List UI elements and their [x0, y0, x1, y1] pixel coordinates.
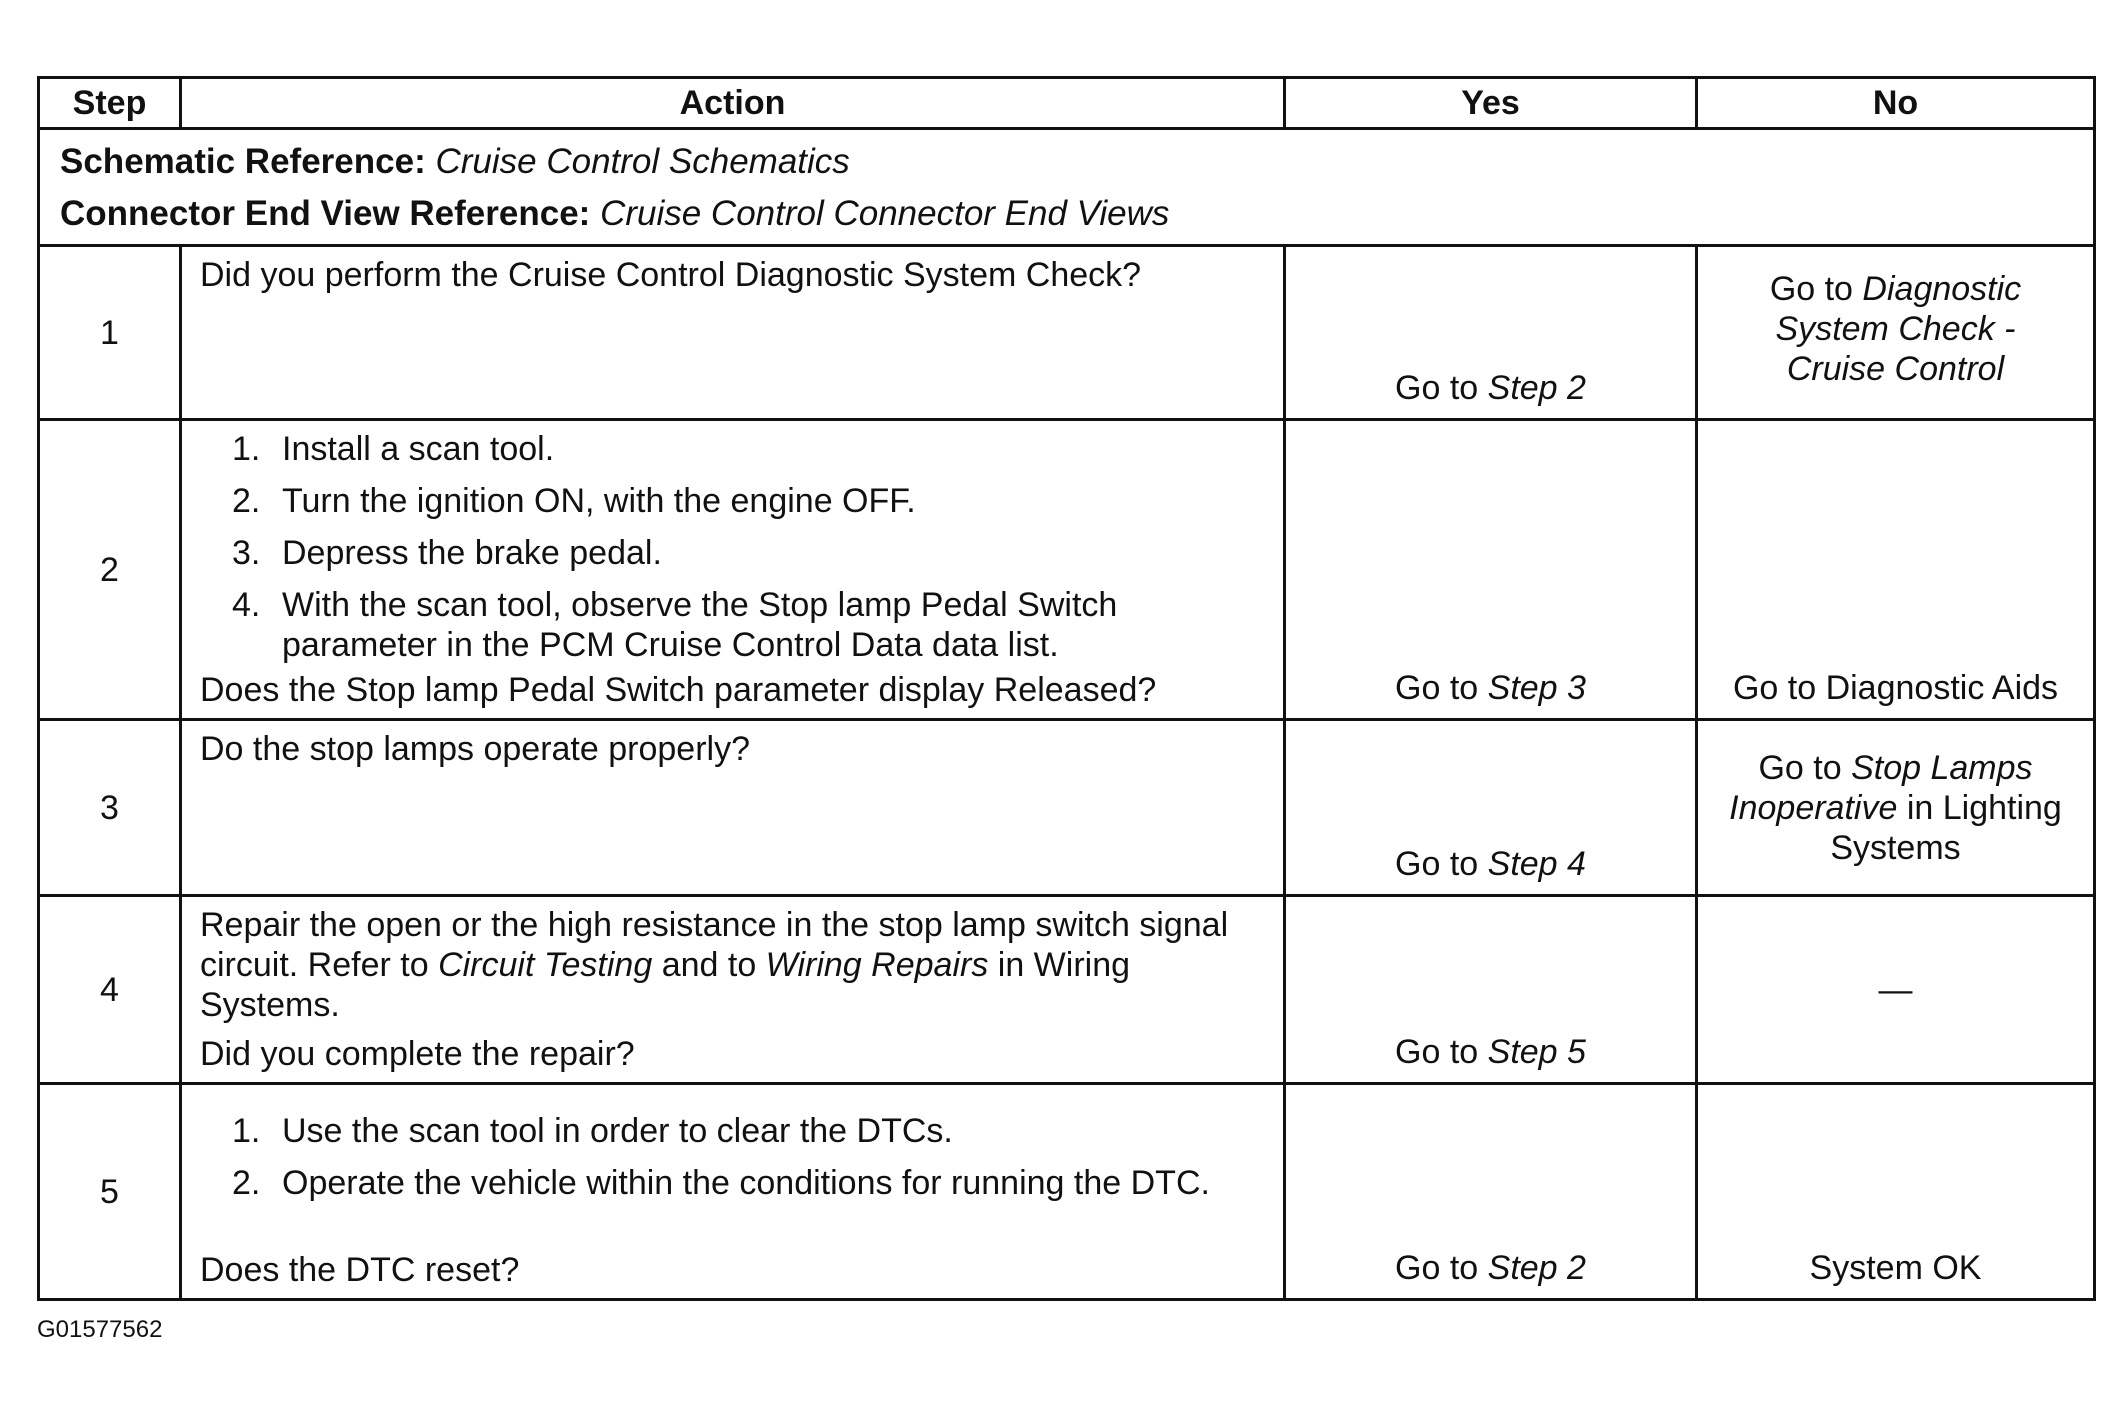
circuit-testing-link[interactable]: Circuit Testing — [438, 946, 653, 984]
list-item: 4. With the scan tool, observe the Stop lamp Pedal Switch parameter in the PCM Cruise Control Data data list. — [232, 586, 1118, 664]
no-cell — [1697, 720, 2095, 896]
list-item: 1. Use the scan tool in order to clear the DTCs. — [232, 1112, 953, 1150]
action-list — [200, 1111, 1267, 1203]
yes-cell — [1285, 246, 1697, 420]
no-cell — [1697, 896, 2095, 1084]
no-suffix: in Lighting Systems — [1830, 788, 2062, 867]
no-action: System OK — [1809, 1249, 1982, 1287]
list-item: 2. Operate the vehicle within the conditions for running the DTC. — [232, 1164, 1210, 1202]
connector-reference-link[interactable]: Cruise Control Connector End Views — [600, 194, 1170, 233]
step-number: 2 — [39, 420, 181, 720]
no-cell — [1697, 246, 2095, 420]
step-row-5 — [39, 1084, 2095, 1300]
header-yes: Yes — [1285, 78, 1697, 129]
action-question: Does the DTC reset? — [200, 1251, 520, 1289]
yes-step-link[interactable]: Step 2 — [1487, 369, 1586, 407]
yes-action — [1286, 668, 1695, 708]
yes-cell — [1285, 720, 1697, 896]
yes-action — [1286, 1032, 1695, 1072]
header-no: No — [1697, 78, 2095, 129]
reference-row — [39, 129, 2095, 246]
step-number: 5 — [39, 1084, 181, 1300]
header-action: Action — [181, 78, 1285, 129]
connector-reference-label: Connector End View Reference: — [60, 194, 591, 233]
no-link[interactable]: Stop Lamps Inoperative — [1729, 748, 2033, 827]
wiring-repairs-link[interactable]: Wiring Repairs — [765, 946, 989, 984]
yes-prefix: Go to — [1395, 1033, 1488, 1071]
schematic-reference-label: Schematic Reference: — [60, 142, 426, 181]
no-action: — — [1878, 970, 1913, 1009]
list-item: 1. Install a scan tool. — [232, 430, 555, 468]
no-action — [1698, 748, 2093, 868]
action-text: Do the stop lamps operate properly? — [200, 730, 750, 768]
action-text: Did you perform the Cruise Control Diagnostic System Check? — [200, 256, 1142, 294]
action-cell — [181, 1084, 1285, 1300]
action-cell — [181, 720, 1285, 896]
step-row-3 — [39, 720, 2095, 896]
no-cell — [1697, 1084, 2095, 1300]
schematic-reference — [60, 136, 2073, 188]
list-item: 3. Depress the brake pedal. — [232, 534, 662, 572]
no-prefix: Go to — [1758, 748, 1852, 787]
no-prefix: Go to — [1769, 270, 1863, 309]
connector-reference — [60, 188, 2073, 240]
header-row — [39, 78, 2095, 129]
yes-prefix: Go to — [1395, 669, 1488, 707]
figure-code: G01577562 — [37, 1316, 163, 1343]
yes-cell — [1285, 420, 1697, 720]
yes-step-link[interactable]: Step 3 — [1487, 669, 1586, 707]
yes-prefix: Go to — [1395, 845, 1488, 883]
no-link[interactable]: Diagnostic System Check - Cruise Control — [1775, 270, 2022, 389]
yes-prefix: Go to — [1395, 1249, 1488, 1287]
action-cell — [181, 246, 1285, 420]
action-list — [200, 429, 1267, 665]
yes-prefix: Go to — [1395, 369, 1488, 407]
list-item: 2. Turn the ignition ON, with the engine OFF. — [232, 482, 916, 520]
diagnostic-table — [37, 76, 2096, 1301]
step-number: 3 — [39, 720, 181, 896]
references-cell — [39, 129, 2095, 246]
step-row-2 — [39, 420, 2095, 720]
yes-step-link[interactable]: Step 2 — [1487, 1249, 1586, 1287]
yes-step-link[interactable]: Step 5 — [1487, 1033, 1586, 1071]
action-question: Does the Stop lamp Pedal Switch parameter display Released? — [200, 671, 1157, 709]
yes-cell — [1285, 1084, 1697, 1300]
action-cell — [181, 420, 1285, 720]
action-question: Did you complete the repair? — [200, 1035, 635, 1073]
step-number: 4 — [39, 896, 181, 1084]
yes-step-link[interactable]: Step 4 — [1487, 845, 1586, 883]
step-row-1 — [39, 246, 2095, 420]
no-cell — [1697, 420, 2095, 720]
header-step: Step — [39, 78, 181, 129]
step-row-4 — [39, 896, 2095, 1084]
diagnostic-table-sheet — [37, 76, 2093, 1301]
yes-action — [1286, 844, 1695, 884]
schematic-reference-link[interactable]: Cruise Control Schematics — [435, 142, 850, 181]
yes-action — [1286, 1248, 1695, 1288]
action-cell — [181, 896, 1285, 1084]
no-action[interactable]: Go to Diagnostic Aids — [1732, 669, 2059, 707]
no-action — [1698, 269, 2093, 389]
step-number: 1 — [39, 246, 181, 420]
action-text: Repair the open or the high resistance in the stop lamp switch signal circuit. Refer to Circuit Testing and to Wiring Repairs in Wiring Systems. — [200, 906, 1229, 1024]
yes-action — [1286, 368, 1695, 408]
yes-cell — [1285, 896, 1697, 1084]
